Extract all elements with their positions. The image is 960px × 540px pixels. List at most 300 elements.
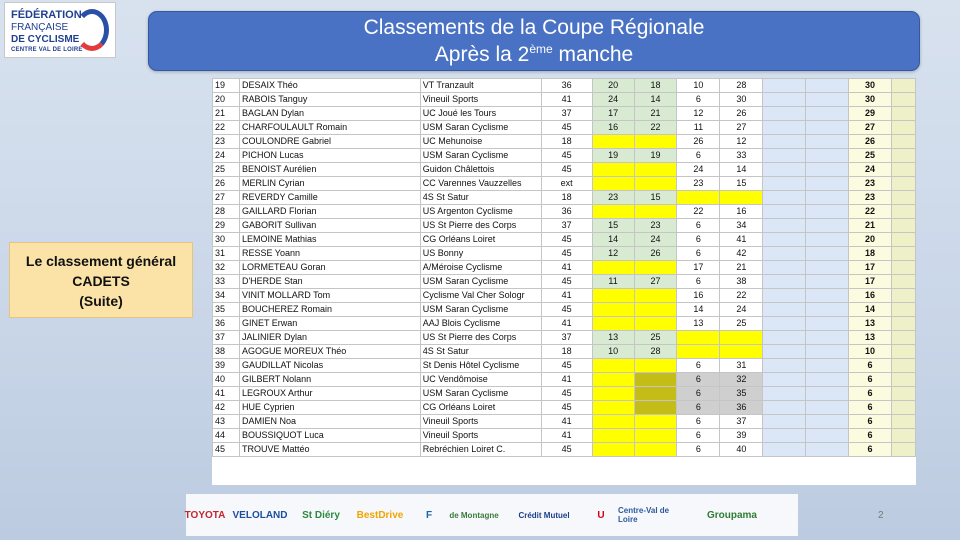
rank-cell: 43 xyxy=(213,415,240,429)
empty-cell xyxy=(763,345,806,359)
rank-cell: 42 xyxy=(213,401,240,415)
club-cell: USM Saran Cyclisme xyxy=(420,303,541,317)
sponsor-logo-groupama: Groupama xyxy=(706,509,757,521)
rider-name-cell: DAMIEN Noa xyxy=(239,415,420,429)
round1-points-cell xyxy=(634,373,677,387)
slide-title xyxy=(148,11,920,71)
round1-points-cell xyxy=(634,429,677,443)
club-cell: Vineuil Sports xyxy=(420,429,541,443)
round2-points-cell xyxy=(720,345,763,359)
total-points-cell: 30 xyxy=(849,93,892,107)
rank-cell: 39 xyxy=(213,359,240,373)
round1-points-cell: 28 xyxy=(634,345,677,359)
total-points-cell: 6 xyxy=(849,429,892,443)
club-cell: CG Orléans Loiret xyxy=(420,401,541,415)
rider-name-cell: VINIT MOLLARD Tom xyxy=(239,289,420,303)
dept-cell: 45 xyxy=(541,121,592,135)
empty-cell xyxy=(763,415,806,429)
round2-place-cell: 6 xyxy=(677,415,720,429)
rider-name-cell: HUE Cyprien xyxy=(239,401,420,415)
empty-cell xyxy=(763,107,806,121)
club-cell: 4S St Satur xyxy=(420,345,541,359)
club-cell: UC Joué les Tours xyxy=(420,107,541,121)
empty-cell xyxy=(763,275,806,289)
empty-cell xyxy=(806,205,849,219)
round1-place-cell: 14 xyxy=(592,233,634,247)
round1-place-cell xyxy=(592,415,634,429)
title-line2-suffix: manche xyxy=(552,43,634,66)
rank-cell: 19 xyxy=(213,79,240,93)
empty-cell xyxy=(892,191,916,205)
round1-place-cell xyxy=(592,289,634,303)
rank-cell: 25 xyxy=(213,163,240,177)
dept-cell: 41 xyxy=(541,93,592,107)
empty-cell xyxy=(892,247,916,261)
rider-name-cell: LORMETEAU Goran xyxy=(239,261,420,275)
cyclist-swoosh-icon xyxy=(75,9,109,51)
dept-cell: 37 xyxy=(541,219,592,233)
empty-cell xyxy=(806,359,849,373)
dept-cell: 45 xyxy=(541,443,592,457)
round2-points-cell: 21 xyxy=(720,261,763,275)
round1-place-cell xyxy=(592,429,634,443)
empty-cell xyxy=(806,303,849,317)
dept-cell: 45 xyxy=(541,247,592,261)
round2-points-cell: 31 xyxy=(720,359,763,373)
dept-cell: 45 xyxy=(541,163,592,177)
round1-points-cell: 25 xyxy=(634,331,677,345)
round1-points-cell xyxy=(634,303,677,317)
club-cell: UC Vendômoise xyxy=(420,373,541,387)
empty-cell xyxy=(763,289,806,303)
total-points-cell: 27 xyxy=(849,121,892,135)
round1-points-cell: 19 xyxy=(634,149,677,163)
sponsor-logo-f: F xyxy=(425,509,433,521)
round2-place-cell: 22 xyxy=(677,205,720,219)
total-points-cell: 25 xyxy=(849,149,892,163)
round2-place-cell xyxy=(677,191,720,205)
title-line1: Classements de la Coupe Régionale xyxy=(363,16,705,39)
club-cell: St Denis Hôtel Cyclisme xyxy=(420,359,541,373)
round1-place-cell xyxy=(592,177,634,191)
empty-cell xyxy=(806,93,849,107)
round2-points-cell: 37 xyxy=(720,415,763,429)
sponsor-logo-stdiery: St Diéry xyxy=(302,509,340,521)
logo-line2: FRANÇAISE xyxy=(11,22,69,33)
club-cell: US St Pierre des Corps xyxy=(420,331,541,345)
round2-points-cell: 33 xyxy=(720,149,763,163)
rider-name-cell: TROUVE Mattéo xyxy=(239,443,420,457)
rider-name-cell: GAUDILLAT Nicolas xyxy=(239,359,420,373)
total-points-cell: 17 xyxy=(849,275,892,289)
table-row xyxy=(213,121,916,135)
round2-place-cell: 6 xyxy=(677,387,720,401)
club-cell: US Bonny xyxy=(420,247,541,261)
round2-points-cell: 22 xyxy=(720,289,763,303)
rider-name-cell: BOUSSIQUOT Luca xyxy=(239,429,420,443)
round1-points-cell: 27 xyxy=(634,275,677,289)
empty-cell xyxy=(763,191,806,205)
rank-cell: 40 xyxy=(213,373,240,387)
ffc-logo xyxy=(4,2,116,58)
empty-cell xyxy=(892,107,916,121)
empty-cell xyxy=(763,233,806,247)
rider-name-cell: D'HERDE Stan xyxy=(239,275,420,289)
round2-place-cell: 23 xyxy=(677,177,720,191)
empty-cell xyxy=(892,233,916,247)
round2-points-cell: 36 xyxy=(720,401,763,415)
rider-name-cell: GINET Erwan xyxy=(239,317,420,331)
rider-name-cell: BOUCHEREZ Romain xyxy=(239,303,420,317)
round1-place-cell: 16 xyxy=(592,121,634,135)
ranking-grid xyxy=(212,78,916,457)
total-points-cell: 13 xyxy=(849,317,892,331)
sponsor-banner xyxy=(186,494,798,536)
total-points-cell: 6 xyxy=(849,401,892,415)
round1-place-cell xyxy=(592,303,634,317)
round1-place-cell: 24 xyxy=(592,93,634,107)
empty-cell xyxy=(892,317,916,331)
rank-cell: 36 xyxy=(213,317,240,331)
round2-place-cell: 24 xyxy=(677,163,720,177)
round1-points-cell xyxy=(634,289,677,303)
dept-cell: 41 xyxy=(541,415,592,429)
empty-cell xyxy=(763,303,806,317)
club-cell: Vineuil Sports xyxy=(420,93,541,107)
round2-points-cell: 39 xyxy=(720,429,763,443)
round2-place-cell: 14 xyxy=(677,303,720,317)
round2-place-cell: 16 xyxy=(677,289,720,303)
empty-cell xyxy=(763,331,806,345)
rank-cell: 37 xyxy=(213,331,240,345)
rank-cell: 41 xyxy=(213,387,240,401)
table-row xyxy=(213,401,916,415)
round2-place-cell: 12 xyxy=(677,107,720,121)
empty-cell xyxy=(806,163,849,177)
round2-points-cell: 38 xyxy=(720,275,763,289)
round1-place-cell: 12 xyxy=(592,247,634,261)
dept-cell: 41 xyxy=(541,373,592,387)
table-row xyxy=(213,93,916,107)
table-row xyxy=(213,345,916,359)
empty-cell xyxy=(806,191,849,205)
round2-place-cell: 13 xyxy=(677,317,720,331)
rank-cell: 32 xyxy=(213,261,240,275)
rank-cell: 24 xyxy=(213,149,240,163)
round1-points-cell xyxy=(634,443,677,457)
category-label-box xyxy=(9,242,193,318)
round1-place-cell xyxy=(592,261,634,275)
rider-name-cell: CHARFOULAULT Romain xyxy=(239,121,420,135)
round1-points-cell xyxy=(634,401,677,415)
empty-cell xyxy=(763,79,806,93)
round1-points-cell xyxy=(634,317,677,331)
rank-cell: 38 xyxy=(213,345,240,359)
empty-cell xyxy=(806,289,849,303)
empty-cell xyxy=(806,121,849,135)
total-points-cell: 16 xyxy=(849,289,892,303)
table-row xyxy=(213,387,916,401)
total-points-cell: 26 xyxy=(849,135,892,149)
empty-cell xyxy=(806,233,849,247)
rider-name-cell: GAILLARD Florian xyxy=(239,205,420,219)
rank-cell: 33 xyxy=(213,275,240,289)
total-points-cell: 6 xyxy=(849,387,892,401)
rider-name-cell: GABORIT Sullivan xyxy=(239,219,420,233)
empty-cell xyxy=(806,177,849,191)
dept-cell: 37 xyxy=(541,107,592,121)
dept-cell: 41 xyxy=(541,429,592,443)
dept-cell: 36 xyxy=(541,205,592,219)
round1-points-cell: 24 xyxy=(634,233,677,247)
club-cell: CG Orléans Loiret xyxy=(420,233,541,247)
rider-name-cell: BENOIST Aurélien xyxy=(239,163,420,177)
round1-points-cell xyxy=(634,163,677,177)
table-row xyxy=(213,261,916,275)
table-row xyxy=(213,331,916,345)
round1-points-cell: 18 xyxy=(634,79,677,93)
round1-points-cell xyxy=(634,415,677,429)
table-row xyxy=(213,359,916,373)
round2-place-cell: 6 xyxy=(677,429,720,443)
round2-points-cell: 35 xyxy=(720,387,763,401)
round2-points-cell: 25 xyxy=(720,317,763,331)
round1-place-cell xyxy=(592,359,634,373)
total-points-cell: 6 xyxy=(849,443,892,457)
empty-cell xyxy=(763,205,806,219)
empty-cell xyxy=(806,135,849,149)
empty-cell xyxy=(892,261,916,275)
round2-points-cell: 12 xyxy=(720,135,763,149)
empty-cell xyxy=(806,275,849,289)
empty-cell xyxy=(763,387,806,401)
empty-cell xyxy=(806,345,849,359)
round1-place-cell xyxy=(592,443,634,457)
round1-place-cell: 23 xyxy=(592,191,634,205)
rider-name-cell: PICHON Lucas xyxy=(239,149,420,163)
dept-cell: 45 xyxy=(541,387,592,401)
empty-cell xyxy=(892,401,916,415)
total-points-cell: 23 xyxy=(849,177,892,191)
round1-place-cell xyxy=(592,373,634,387)
empty-cell xyxy=(763,443,806,457)
table-row xyxy=(213,429,916,443)
empty-cell xyxy=(806,79,849,93)
empty-cell xyxy=(892,135,916,149)
empty-cell xyxy=(892,415,916,429)
table-row xyxy=(213,163,916,177)
side-line2: CADETS xyxy=(72,273,130,289)
rank-cell: 29 xyxy=(213,219,240,233)
empty-cell xyxy=(892,275,916,289)
round1-place-cell xyxy=(592,163,634,177)
dept-cell: 18 xyxy=(541,135,592,149)
table-row xyxy=(213,289,916,303)
club-cell: US St Pierre des Corps xyxy=(420,219,541,233)
round2-points-cell: 14 xyxy=(720,163,763,177)
empty-cell xyxy=(806,387,849,401)
rank-cell: 23 xyxy=(213,135,240,149)
rank-cell: 34 xyxy=(213,289,240,303)
dept-cell: 41 xyxy=(541,317,592,331)
rider-name-cell: MERLIN Cyrian xyxy=(239,177,420,191)
empty-cell xyxy=(763,219,806,233)
empty-cell xyxy=(892,387,916,401)
table-row xyxy=(213,191,916,205)
logo-line4: CENTRE VAL DE LOIRE xyxy=(11,47,83,53)
empty-cell xyxy=(763,121,806,135)
round2-place-cell xyxy=(677,331,720,345)
club-cell: Guidon Châlettois xyxy=(420,163,541,177)
empty-cell xyxy=(763,247,806,261)
round1-place-cell: 11 xyxy=(592,275,634,289)
empty-cell xyxy=(763,261,806,275)
round2-points-cell: 15 xyxy=(720,177,763,191)
round1-points-cell xyxy=(634,177,677,191)
empty-cell xyxy=(892,149,916,163)
dept-cell: 41 xyxy=(541,289,592,303)
round2-points-cell: 27 xyxy=(720,121,763,135)
table-row xyxy=(213,177,916,191)
rank-cell: 45 xyxy=(213,443,240,457)
title-line2-prefix: Après la 2 xyxy=(434,43,530,66)
empty-cell xyxy=(806,401,849,415)
round1-place-cell: 15 xyxy=(592,219,634,233)
table-row xyxy=(213,79,916,93)
club-cell: USM Saran Cyclisme xyxy=(420,149,541,163)
total-points-cell: 23 xyxy=(849,191,892,205)
logo-line1: FÉDÉRATION xyxy=(11,9,82,21)
table-row xyxy=(213,233,916,247)
round2-place-cell: 6 xyxy=(677,233,720,247)
round1-points-cell xyxy=(634,387,677,401)
table-row xyxy=(213,149,916,163)
round2-points-cell xyxy=(720,331,763,345)
page-number: 2 xyxy=(878,510,884,521)
club-cell: Vineuil Sports xyxy=(420,415,541,429)
total-points-cell: 21 xyxy=(849,219,892,233)
table-row xyxy=(213,373,916,387)
empty-cell xyxy=(892,429,916,443)
club-cell: US Argenton Cyclisme xyxy=(420,205,541,219)
dept-cell: 18 xyxy=(541,191,592,205)
dept-cell: 36 xyxy=(541,79,592,93)
round1-place-cell xyxy=(592,205,634,219)
empty-cell xyxy=(892,121,916,135)
round2-points-cell: 30 xyxy=(720,93,763,107)
table-row xyxy=(213,443,916,457)
empty-cell xyxy=(892,373,916,387)
rider-name-cell: RESSE Yoann xyxy=(239,247,420,261)
round1-points-cell: 23 xyxy=(634,219,677,233)
round2-place-cell: 26 xyxy=(677,135,720,149)
total-points-cell: 6 xyxy=(849,373,892,387)
round1-points-cell xyxy=(634,205,677,219)
rider-name-cell: LEMOINE Mathias xyxy=(239,233,420,247)
ranking-table xyxy=(212,78,916,485)
title-line2-sup: ème xyxy=(529,42,553,56)
empty-cell xyxy=(892,163,916,177)
rider-name-cell: RABOIS Tanguy xyxy=(239,93,420,107)
empty-cell xyxy=(806,415,849,429)
rank-cell: 28 xyxy=(213,205,240,219)
total-points-cell: 6 xyxy=(849,359,892,373)
round1-place-cell xyxy=(592,387,634,401)
table-row xyxy=(213,275,916,289)
empty-cell xyxy=(806,261,849,275)
round1-place-cell xyxy=(592,135,634,149)
empty-cell xyxy=(763,135,806,149)
round2-place-cell: 6 xyxy=(677,247,720,261)
empty-cell xyxy=(806,247,849,261)
rider-name-cell: LEGROUX Arthur xyxy=(239,387,420,401)
empty-cell xyxy=(892,331,916,345)
round2-points-cell: 24 xyxy=(720,303,763,317)
club-cell: USM Saran Cyclisme xyxy=(420,387,541,401)
rider-name-cell: REVERDY Camille xyxy=(239,191,420,205)
round2-place-cell: 6 xyxy=(677,275,720,289)
table-row xyxy=(213,135,916,149)
round1-points-cell xyxy=(634,135,677,149)
empty-cell xyxy=(806,107,849,121)
club-cell: CC Varennes Vauzzelles xyxy=(420,177,541,191)
round1-points-cell: 22 xyxy=(634,121,677,135)
rider-name-cell: BAGLAN Dylan xyxy=(239,107,420,121)
round1-place-cell: 17 xyxy=(592,107,634,121)
round2-points-cell: 41 xyxy=(720,233,763,247)
table-row xyxy=(213,107,916,121)
empty-cell xyxy=(892,359,916,373)
total-points-cell: 10 xyxy=(849,345,892,359)
empty-cell xyxy=(763,429,806,443)
table-row xyxy=(213,317,916,331)
empty-cell xyxy=(892,303,916,317)
side-line3: (Suite) xyxy=(79,293,123,309)
round2-place-cell: 10 xyxy=(677,79,720,93)
rank-cell: 30 xyxy=(213,233,240,247)
club-cell: Rebréchien Loiret C. xyxy=(420,443,541,457)
table-row xyxy=(213,205,916,219)
round2-points-cell: 26 xyxy=(720,107,763,121)
empty-cell xyxy=(806,149,849,163)
total-points-cell: 6 xyxy=(849,415,892,429)
round1-points-cell: 14 xyxy=(634,93,677,107)
rank-cell: 20 xyxy=(213,93,240,107)
total-points-cell: 14 xyxy=(849,303,892,317)
empty-cell xyxy=(763,359,806,373)
club-cell: 4S St Satur xyxy=(420,191,541,205)
round2-points-cell: 32 xyxy=(720,373,763,387)
total-points-cell: 29 xyxy=(849,107,892,121)
rank-cell: 27 xyxy=(213,191,240,205)
round2-place-cell: 6 xyxy=(677,359,720,373)
empty-cell xyxy=(892,79,916,93)
total-points-cell: 24 xyxy=(849,163,892,177)
dept-cell: ext xyxy=(541,177,592,191)
rank-cell: 31 xyxy=(213,247,240,261)
round2-points-cell: 34 xyxy=(720,219,763,233)
club-cell: A/Méroise Cyclisme xyxy=(420,261,541,275)
table-row xyxy=(213,219,916,233)
empty-cell xyxy=(806,317,849,331)
round2-place-cell: 17 xyxy=(677,261,720,275)
round1-place-cell xyxy=(592,401,634,415)
dept-cell: 45 xyxy=(541,303,592,317)
club-cell: USM Saran Cyclisme xyxy=(420,121,541,135)
total-points-cell: 17 xyxy=(849,261,892,275)
round1-points-cell xyxy=(634,359,677,373)
empty-cell xyxy=(763,177,806,191)
